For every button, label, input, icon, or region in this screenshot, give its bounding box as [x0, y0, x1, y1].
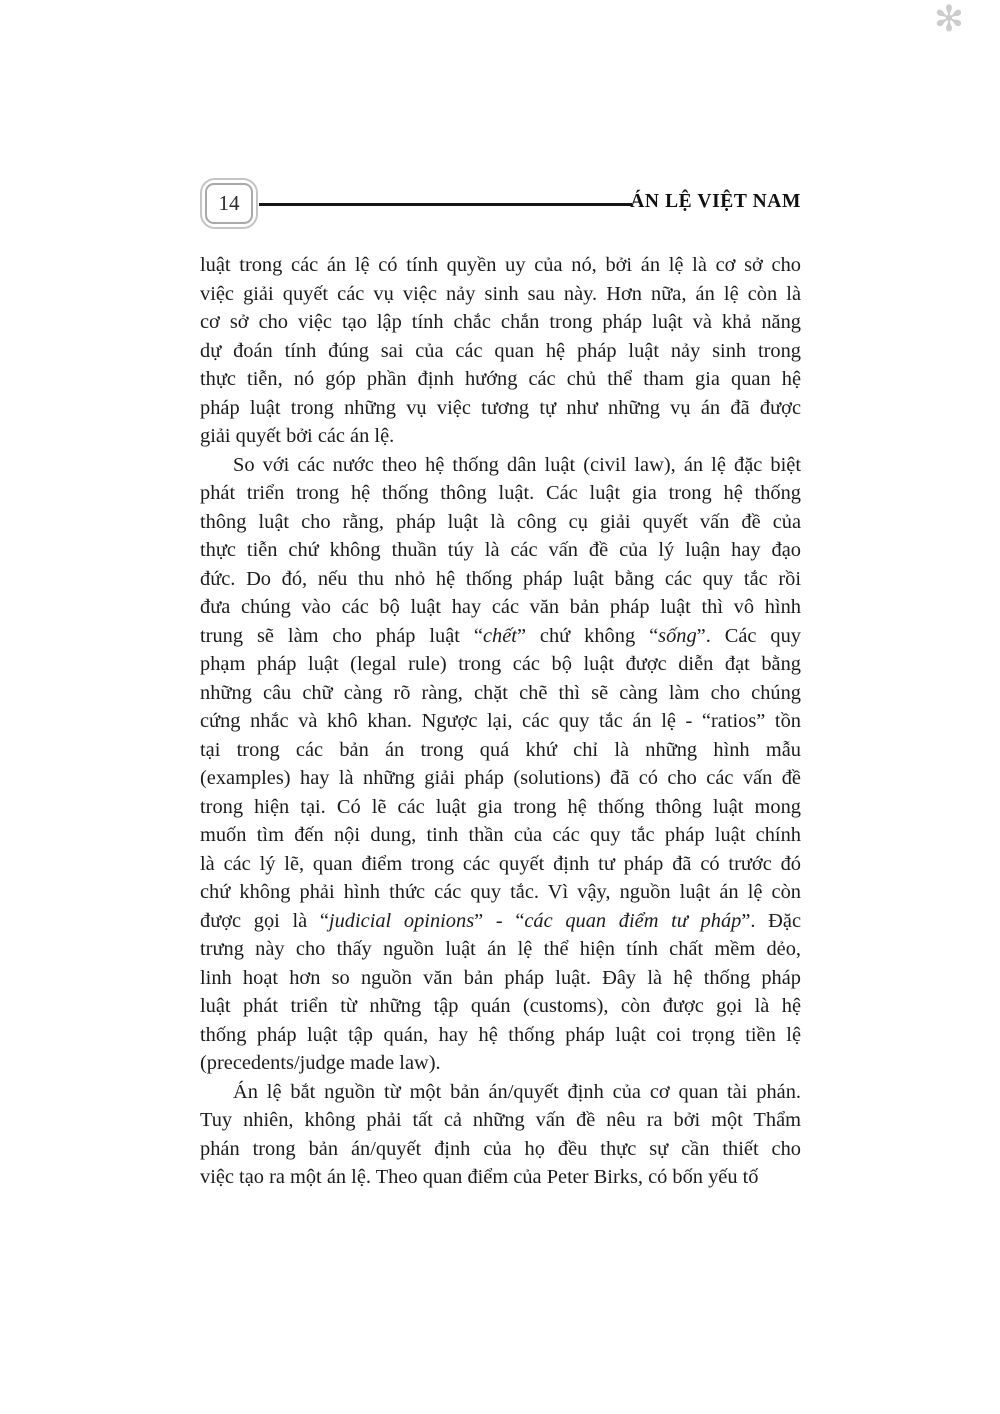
- text-line: thống pháp luật tập quán, hay hệ thống pháp luật coi trọng tiền lệ: [200, 1023, 801, 1046]
- text-line: trung sẽ làm cho pháp luật “chết” chứ không “sống”. Các quy: [200, 624, 801, 647]
- text-line: Án lệ bắt nguồn từ một bản án/quyết định của cơ quan tài phán.: [233, 1080, 801, 1103]
- text-line: phát triển trong hệ thống thông luật. Các luật gia trong hệ thống: [200, 482, 801, 504]
- text-line: (precedents/judge made law).: [200, 1052, 441, 1074]
- text-line: So với các nước theo hệ thống dân luật (civil law), án lệ đặc biệt: [233, 453, 801, 476]
- text-line: dự đoán tính đúng sai của các quan hệ pháp luật nảy sinh trong: [200, 339, 801, 362]
- text-line: luật trong các án lệ có tính quyền uy của nó, bởi án lệ là cơ sở cho: [200, 254, 801, 276]
- text-line: việc giải quyết các vụ việc nảy sinh sau này. Hơn nữa, án lệ còn là: [200, 282, 801, 305]
- text-line: cơ sở cho việc tạo lập tính chắc chắn trong pháp luật và khả năng: [200, 311, 801, 333]
- page-number-badge: [200, 178, 258, 229]
- text-line: trong hiện tại. Có lẽ các luật gia trong hệ thống thông luật mong: [200, 795, 801, 818]
- text-line: Tuy nhiên, không phải tất cả những vấn đề nêu ra bởi một Thẩm: [200, 1109, 801, 1131]
- text-line: giải quyết bởi các án lệ.: [200, 425, 395, 447]
- body-text: [200, 251, 801, 1192]
- text-line: việc tạo ra một án lệ. Theo quan điểm của Peter Birks, có bốn yếu tố: [200, 1166, 759, 1188]
- flower-icon: ✻: [933, 0, 964, 40]
- header-title: ÁN LỆ VIỆT NAM: [630, 191, 801, 212]
- text-line: (examples) hay là những giải pháp (solutions) đã có cho các vấn đề: [200, 767, 801, 789]
- text-line: thực tiễn, nó góp phần định hướng các chủ thể tham gia quan hệ: [200, 368, 801, 390]
- text-line: chứ không phải hình thức các quy tắc. Vì vậy, nguồn luật án lệ còn: [200, 881, 801, 903]
- text-line: linh hoạt hơn so nguồn văn bản pháp luật. Đây là hệ thống pháp: [200, 966, 801, 989]
- text-line: đưa chúng vào các bộ luật hay các văn bản pháp luật thì vô hình: [200, 596, 801, 618]
- text-line: cứng nhắc và khô khan. Ngược lại, các quy tắc án lệ - “ratios” tồn: [200, 710, 801, 732]
- text-line: pháp luật trong những vụ việc tương tự như những vụ án đã được: [200, 396, 801, 419]
- text-line: thực tiễn chứ không thuần túy là các vấn đề của lý luận hay đạo: [200, 539, 801, 561]
- text-line: được gọi là “judicial opinions” - “các quan điểm tư pháp”. Đặc: [200, 909, 801, 932]
- text-line: trưng này cho thấy nguồn luật án lệ thể hiện tính chất mềm dẻo,: [200, 938, 801, 960]
- text-line: đức. Do đó, nếu thu nhỏ hệ thống pháp luật bằng các quy tắc rồi: [200, 567, 801, 590]
- text-line: phạm pháp luật (legal rule) trong các bộ luật được diễn đạt bằng: [200, 653, 801, 675]
- page-number: 14: [205, 183, 253, 224]
- text-line: tại trong các bản án trong quá khứ chỉ là những hình mẫu: [200, 738, 801, 761]
- text-line: là các lý lẽ, quan điểm trong các quyết định tư pháp đã có trước đó: [200, 852, 801, 875]
- text-line: những câu chữ càng rõ ràng, chặt chẽ thì sẽ càng làm cho chúng: [200, 681, 801, 704]
- text-line: muốn tìm đến nội dung, tinh thần của các quy tắc pháp luật chính: [200, 824, 801, 846]
- text-line: thông luật cho rằng, pháp luật là công cụ giải quyết vấn đề của: [200, 510, 801, 533]
- text-line: luật phát triển từ những tập quán (customs), còn được gọi là hệ: [200, 995, 801, 1017]
- text-line: phán trong bản án/quyết định của họ đều thực sự cần thiết cho: [200, 1137, 801, 1160]
